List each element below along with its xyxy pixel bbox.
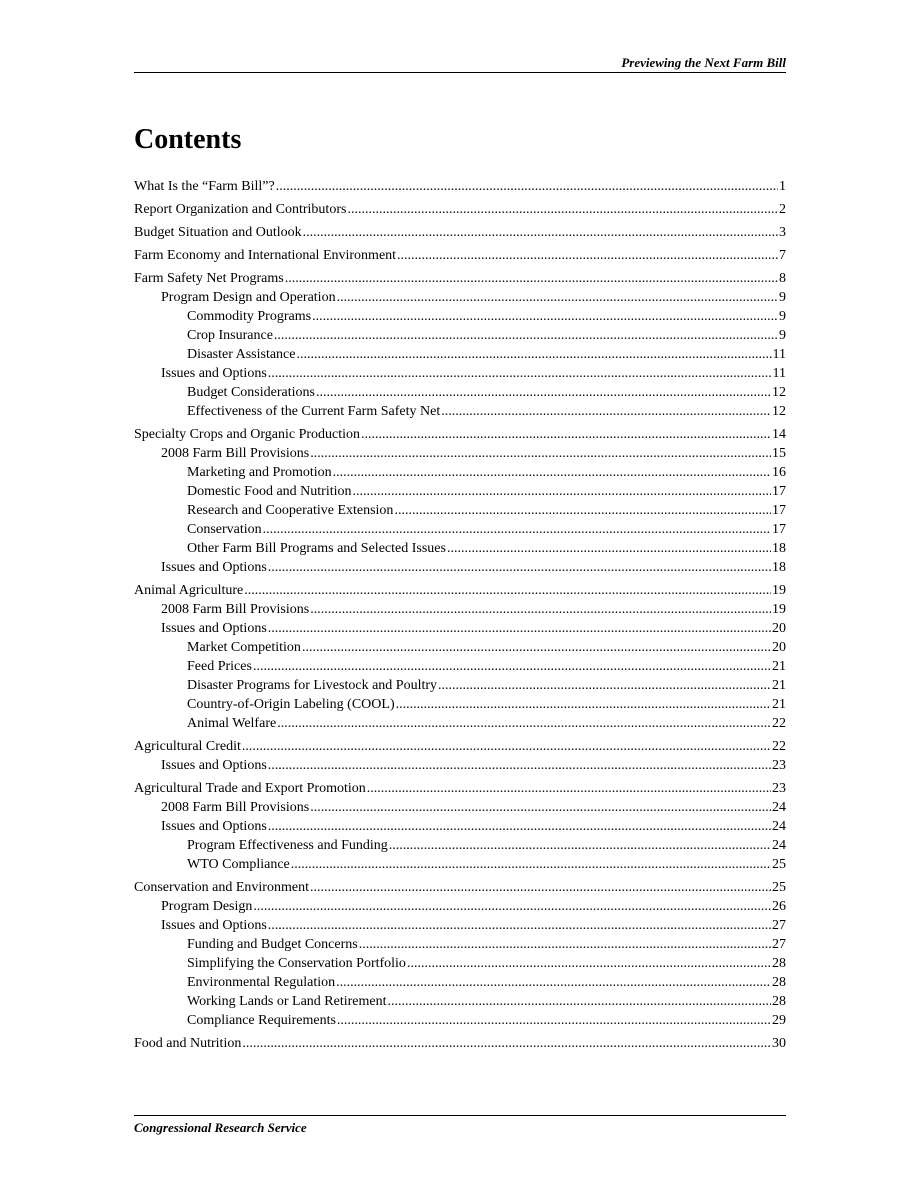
toc-entry-title: Crop Insurance bbox=[187, 328, 273, 343]
toc-entry-title: Specialty Crops and Organic Production bbox=[134, 427, 361, 442]
dot-leader bbox=[253, 657, 771, 676]
toc-entry[interactable] bbox=[134, 1034, 786, 1053]
toc-page-number: 22 bbox=[772, 716, 786, 731]
toc-entry[interactable] bbox=[134, 501, 786, 520]
toc-entry-title: Domestic Food and Nutrition bbox=[187, 484, 352, 499]
toc-page-number: 11 bbox=[772, 347, 786, 362]
dot-leader bbox=[353, 482, 772, 501]
running-header: Previewing the Next Farm Bill bbox=[621, 55, 786, 70]
toc-entry[interactable] bbox=[134, 383, 786, 402]
toc-page-number: 23 bbox=[772, 781, 786, 796]
dot-leader bbox=[268, 364, 772, 383]
dot-leader bbox=[268, 619, 771, 638]
toc-entry[interactable] bbox=[134, 444, 786, 463]
toc-entry-title: 2008 Farm Bill Provisions bbox=[161, 446, 310, 461]
toc-entry[interactable] bbox=[134, 855, 786, 874]
toc-page-number: 9 bbox=[779, 328, 786, 343]
toc-page-number: 24 bbox=[772, 838, 786, 853]
toc-entry-title: Program Design and Operation bbox=[161, 290, 336, 305]
toc-entry[interactable] bbox=[134, 714, 786, 733]
toc-entry-title: What Is the “Farm Bill”? bbox=[134, 179, 275, 194]
toc-page-number: 27 bbox=[772, 918, 786, 933]
dot-leader bbox=[268, 817, 771, 836]
toc-entry[interactable] bbox=[134, 581, 786, 600]
dot-leader bbox=[441, 402, 771, 421]
toc-entry[interactable] bbox=[134, 954, 786, 973]
dot-leader bbox=[302, 638, 771, 657]
dot-leader bbox=[310, 444, 771, 463]
toc-page-number: 16 bbox=[772, 465, 786, 480]
toc-page-number: 26 bbox=[772, 899, 786, 914]
dot-leader bbox=[447, 539, 771, 558]
dot-leader bbox=[396, 695, 771, 714]
toc-entry-title: Compliance Requirements bbox=[187, 1013, 336, 1028]
toc-entry-title: Effectiveness of the Current Farm Safety Net bbox=[187, 404, 441, 419]
toc-page-number: 19 bbox=[772, 602, 786, 617]
toc-page-number: 23 bbox=[772, 758, 786, 773]
toc-entry-title: Report Organization and Contributors bbox=[134, 202, 347, 217]
toc-entry-title: Environmental Regulation bbox=[187, 975, 336, 990]
toc-entry-title: Funding and Budget Concerns bbox=[187, 937, 358, 952]
dot-leader bbox=[242, 737, 771, 756]
toc-page-number: 8 bbox=[779, 271, 786, 286]
toc-entry-title: Commodity Programs bbox=[187, 309, 312, 324]
toc-entry[interactable] bbox=[134, 619, 786, 638]
dot-leader bbox=[244, 581, 771, 600]
toc-entry[interactable] bbox=[134, 482, 786, 501]
toc-page-number: 28 bbox=[772, 994, 786, 1009]
dot-leader bbox=[296, 345, 771, 364]
dot-leader bbox=[268, 558, 771, 577]
toc-entry-title: Conservation and Environment bbox=[134, 880, 309, 895]
toc-entry-title: Disaster Assistance bbox=[187, 347, 296, 362]
dot-leader bbox=[347, 200, 778, 219]
toc-entry-title: Program Effectiveness and Funding bbox=[187, 838, 388, 853]
toc-entry-title: Farm Safety Net Programs bbox=[134, 271, 284, 286]
toc-entry-title: Agricultural Credit bbox=[134, 739, 241, 754]
toc-entry-title: 2008 Farm Bill Provisions bbox=[161, 800, 310, 815]
toc-page-number: 28 bbox=[772, 975, 786, 990]
footer-rule bbox=[134, 1115, 786, 1116]
running-footer: Congressional Research Service bbox=[134, 1120, 307, 1135]
toc-page-number: 22 bbox=[772, 739, 786, 754]
dot-leader bbox=[337, 288, 778, 307]
toc-page-number: 20 bbox=[772, 621, 786, 636]
toc-page-number: 29 bbox=[772, 1013, 786, 1028]
dot-leader bbox=[291, 855, 771, 874]
toc-entry-title: WTO Compliance bbox=[187, 857, 290, 872]
toc-page-number: 12 bbox=[772, 385, 786, 400]
toc-entry[interactable] bbox=[134, 973, 786, 992]
dot-leader bbox=[367, 779, 771, 798]
dot-leader bbox=[388, 992, 772, 1011]
dot-leader bbox=[303, 223, 778, 242]
toc-page-number: 18 bbox=[772, 541, 786, 556]
toc-entry[interactable] bbox=[134, 364, 786, 383]
toc-entry[interactable] bbox=[134, 1011, 786, 1030]
toc-entry-title: Agricultural Trade and Export Promotion bbox=[134, 781, 366, 796]
dot-leader bbox=[361, 425, 771, 444]
toc-entry-title: Issues and Options bbox=[161, 621, 267, 636]
toc-entry[interactable] bbox=[134, 558, 786, 577]
toc-page-number: 18 bbox=[772, 560, 786, 575]
dot-leader bbox=[274, 326, 778, 345]
dot-leader bbox=[263, 520, 771, 539]
toc-page-number: 9 bbox=[779, 309, 786, 324]
table-of-contents bbox=[134, 177, 786, 1053]
toc-page-number: 21 bbox=[772, 678, 786, 693]
toc-page-number: 2 bbox=[779, 202, 786, 217]
toc-entry-title: Other Farm Bill Programs and Selected Issues bbox=[187, 541, 446, 556]
toc-entry-title: Issues and Options bbox=[161, 560, 267, 575]
dot-leader bbox=[333, 463, 771, 482]
dot-leader bbox=[310, 600, 771, 619]
toc-entry[interactable] bbox=[134, 779, 786, 798]
toc-entry[interactable] bbox=[134, 916, 786, 935]
dot-leader bbox=[277, 714, 771, 733]
toc-page-number: 15 bbox=[772, 446, 786, 461]
toc-page-number: 7 bbox=[779, 248, 786, 263]
dot-leader bbox=[438, 676, 771, 695]
toc-entry-title: Issues and Options bbox=[161, 758, 267, 773]
toc-entry-title: Issues and Options bbox=[161, 918, 267, 933]
toc-entry-title: Issues and Options bbox=[161, 819, 267, 834]
toc-page-number: 27 bbox=[772, 937, 786, 952]
toc-entry-title: Food and Nutrition bbox=[134, 1036, 242, 1051]
toc-entry[interactable] bbox=[134, 402, 786, 421]
toc-entry[interactable] bbox=[134, 638, 786, 657]
toc-entry-title: Market Competition bbox=[187, 640, 301, 655]
toc-entry[interactable] bbox=[134, 539, 786, 558]
toc-entry[interactable] bbox=[134, 425, 786, 444]
toc-entry[interactable] bbox=[134, 288, 786, 307]
toc-page-number: 28 bbox=[772, 956, 786, 971]
toc-entry[interactable] bbox=[134, 600, 786, 619]
toc-entry-title: Animal Agriculture bbox=[134, 583, 244, 598]
toc-entry[interactable] bbox=[134, 695, 786, 714]
toc-entry[interactable] bbox=[134, 798, 786, 817]
toc-entry-title: Country-of-Origin Labeling (COOL) bbox=[187, 697, 395, 712]
toc-entry[interactable] bbox=[134, 345, 786, 364]
dot-leader bbox=[312, 307, 778, 326]
toc-page-number: 11 bbox=[772, 366, 786, 381]
toc-page-number: 25 bbox=[772, 857, 786, 872]
dot-leader bbox=[407, 954, 771, 973]
toc-entry-title: Feed Prices bbox=[187, 659, 252, 674]
toc-page-number: 1 bbox=[779, 179, 786, 194]
dot-leader bbox=[242, 1034, 771, 1053]
toc-page-number: 24 bbox=[772, 819, 786, 834]
dot-leader bbox=[268, 756, 771, 775]
toc-entry[interactable] bbox=[134, 223, 786, 242]
dot-leader bbox=[253, 897, 771, 916]
toc-entry[interactable] bbox=[134, 269, 786, 288]
toc-entry[interactable] bbox=[134, 878, 786, 897]
toc-page-number: 17 bbox=[772, 522, 786, 537]
toc-entry[interactable] bbox=[134, 326, 786, 345]
header-rule bbox=[134, 72, 786, 73]
toc-entry[interactable] bbox=[134, 897, 786, 916]
toc-entry[interactable] bbox=[134, 200, 786, 219]
toc-entry-title: 2008 Farm Bill Provisions bbox=[161, 602, 310, 617]
toc-entry-title: Farm Economy and International Environment bbox=[134, 248, 397, 263]
dot-leader bbox=[389, 836, 771, 855]
toc-entry[interactable] bbox=[134, 737, 786, 756]
dot-leader bbox=[394, 501, 771, 520]
toc-entry[interactable] bbox=[134, 307, 786, 326]
toc-entry-title: Budget Considerations bbox=[187, 385, 315, 400]
toc-entry-title: Issues and Options bbox=[161, 366, 267, 381]
dot-leader bbox=[397, 246, 778, 265]
dot-leader bbox=[276, 177, 778, 196]
dot-leader bbox=[285, 269, 778, 288]
toc-entry[interactable] bbox=[134, 177, 786, 196]
toc-page-number: 19 bbox=[772, 583, 786, 598]
toc-page-number: 21 bbox=[772, 659, 786, 674]
toc-page-number: 12 bbox=[772, 404, 786, 419]
toc-entry-title: Conservation bbox=[187, 522, 262, 537]
toc-entry-title: Marketing and Promotion bbox=[187, 465, 332, 480]
toc-entry[interactable] bbox=[134, 992, 786, 1011]
toc-page-number: 17 bbox=[772, 484, 786, 499]
page-title: Contents bbox=[134, 124, 242, 155]
toc-entry[interactable] bbox=[134, 657, 786, 676]
toc-page-number: 21 bbox=[772, 697, 786, 712]
toc-entry-title: Program Design bbox=[161, 899, 253, 914]
dot-leader bbox=[310, 878, 771, 897]
toc-page-number: 20 bbox=[772, 640, 786, 655]
toc-page-number: 24 bbox=[772, 800, 786, 815]
toc-entry-title: Animal Welfare bbox=[187, 716, 277, 731]
toc-entry-title: Working Lands or Land Retirement bbox=[187, 994, 387, 1009]
toc-entry[interactable] bbox=[134, 836, 786, 855]
toc-page-number: 25 bbox=[772, 880, 786, 895]
toc-entry[interactable] bbox=[134, 817, 786, 836]
toc-entry[interactable] bbox=[134, 676, 786, 695]
dot-leader bbox=[268, 916, 771, 935]
toc-page-number: 17 bbox=[772, 503, 786, 518]
dot-leader bbox=[337, 1011, 771, 1030]
toc-entry-title: Budget Situation and Outlook bbox=[134, 225, 302, 240]
toc-entry-title: Research and Cooperative Extension bbox=[187, 503, 394, 518]
dot-leader bbox=[316, 383, 771, 402]
toc-page-number: 14 bbox=[772, 427, 786, 442]
toc-entry[interactable] bbox=[134, 520, 786, 539]
toc-entry[interactable] bbox=[134, 246, 786, 265]
dot-leader bbox=[359, 935, 771, 954]
toc-entry[interactable] bbox=[134, 463, 786, 482]
toc-entry-title: Simplifying the Conservation Portfolio bbox=[187, 956, 406, 971]
toc-entry-title: Disaster Programs for Livestock and Poultry bbox=[187, 678, 438, 693]
toc-page-number: 30 bbox=[772, 1036, 786, 1051]
toc-entry[interactable] bbox=[134, 935, 786, 954]
toc-entry[interactable] bbox=[134, 756, 786, 775]
dot-leader bbox=[310, 798, 771, 817]
toc-page-number: 9 bbox=[779, 290, 786, 305]
toc-page-number: 3 bbox=[779, 225, 786, 240]
dot-leader bbox=[336, 973, 771, 992]
